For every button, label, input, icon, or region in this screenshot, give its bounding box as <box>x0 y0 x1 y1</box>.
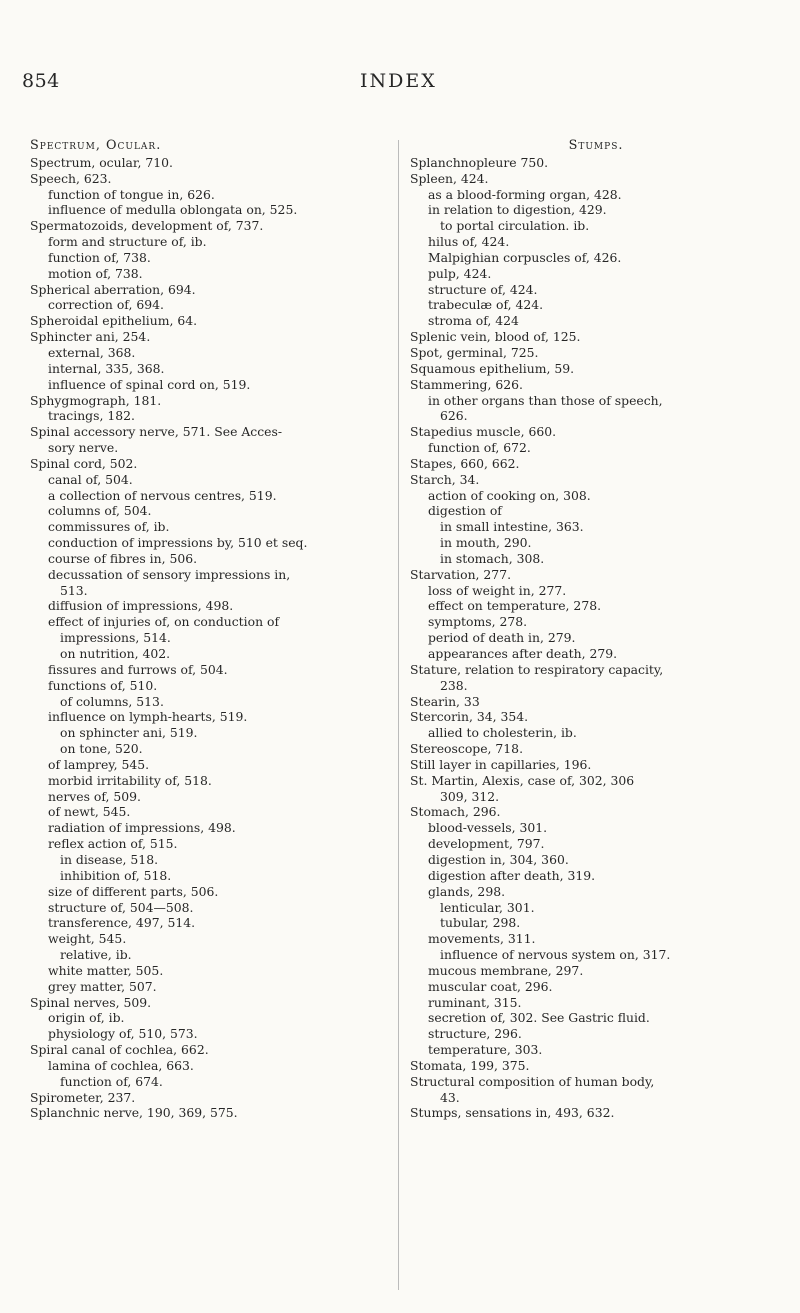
index-entry: a collection of nervous centres, 519. <box>48 487 277 503</box>
index-entry: motion of, 738. <box>48 265 143 281</box>
index-entry: Speech, 623. <box>30 170 112 186</box>
index-entry: in mouth, 290. <box>440 535 532 551</box>
index-entry: function of tongue in, 626. <box>48 186 215 202</box>
index-entry: allied to cholesterin, ib. <box>428 725 577 741</box>
index-entry: temperature, 303. <box>428 1042 543 1058</box>
index-entry: digestion of <box>428 503 502 519</box>
index-entry: on nutrition, 402. <box>60 646 171 661</box>
index-entry: loss of weight in, 277. <box>428 582 567 598</box>
index-entry: morbid irritability of, 518. <box>48 772 212 788</box>
index-entry: impressions, 514. <box>60 630 171 646</box>
index-entry: influence of medulla oblongata on, 525. <box>48 202 298 218</box>
index-entry: Sphygmograph, 181. <box>30 392 162 408</box>
index-entry: 43. <box>440 1089 460 1105</box>
index-entry: influence of nervous system on, 317. <box>440 947 671 963</box>
index-entry: structure of, 424. <box>428 281 538 297</box>
index-entry: Sphincter ani, 254. <box>30 329 151 345</box>
index-entry: muscular coat, 296. <box>428 978 553 994</box>
index-entry: structure of, 504—508. <box>48 899 194 915</box>
index-entry: symptoms, 278. <box>428 614 528 630</box>
index-entry: on tone, 520. <box>60 741 143 757</box>
index-entry: physiology of, 510, 573. <box>48 1026 198 1042</box>
index-entry: period of death in, 279. <box>428 630 576 646</box>
index-entry: 238. <box>440 677 468 693</box>
index-entry: pulp, 424. <box>428 265 492 281</box>
index-entry: St. Martin, Alexis, case of, 302, 306 <box>410 772 635 788</box>
index-entry: Spectrum, ocular, 710. <box>30 154 173 170</box>
index-entry: to portal circulation. ib. <box>440 218 590 234</box>
index-entry: reflex action of, 515. <box>48 836 178 852</box>
index-entry: digestion after death, 319. <box>428 867 596 883</box>
index-entry: in relation to digestion, 429. <box>428 202 607 218</box>
index-entry: Stapedius muscle, 660. <box>410 424 557 440</box>
index-entry: secretion of, 302. See Gastric fluid. <box>428 1010 650 1026</box>
index-entry: development, 797. <box>428 836 545 852</box>
index-entry: Spermatozoids, development of, 737. <box>30 218 264 234</box>
index-entry: lenticular, 301. <box>440 899 535 915</box>
index-entry: Structural composition of human body, <box>410 1073 655 1089</box>
index-entry: Spirometer, 237. <box>30 1089 136 1105</box>
index-entry: commissures of, ib. <box>48 519 170 535</box>
index-entry: Stomach, 296. <box>410 804 501 820</box>
index-entry: lamina of cochlea, 663. <box>48 1057 194 1073</box>
index-entry: external, 368. <box>48 344 136 360</box>
index-entry: in small intestine, 363. <box>440 519 584 535</box>
index-entry: transference, 497, 514. <box>48 915 196 931</box>
index-entry: Spinal cord, 502. <box>30 455 138 471</box>
index-entry: Spinal accessory nerve, 571. See Acces- <box>30 424 283 440</box>
index-entry: on sphincter ani, 519. <box>60 725 198 741</box>
index-entry: Stomata, 199, 375. <box>410 1057 530 1073</box>
left-guide-word: Spectrum, Ocular. <box>30 138 162 153</box>
index-entry: diffusion of impressions, 498. <box>48 598 234 614</box>
index-entry: mucous membrane, 297. <box>428 962 584 978</box>
index-entry: 513. <box>60 582 88 598</box>
index-entry: grey matter, 507. <box>48 978 157 994</box>
index-entry: Starvation, 277. <box>410 566 512 582</box>
index-entry: hilus of, 424. <box>428 234 510 250</box>
page-header <box>0 70 800 100</box>
index-entry: glands, 298. <box>428 883 506 899</box>
left-entry-list <box>30 155 400 1121</box>
index-entry: Stercorin, 34, 354. <box>410 709 529 725</box>
index-entry: size of different parts, 506. <box>48 883 219 899</box>
index-entry: Stapes, 660, 662. <box>410 455 520 471</box>
index-entry: white matter, 505. <box>48 962 164 978</box>
index-entry: form and structure of, ib. <box>48 234 207 250</box>
index-entry: function of, 674. <box>60 1073 163 1089</box>
right-column <box>410 138 782 1121</box>
index-entry: Spiral canal of cochlea, 662. <box>30 1042 209 1058</box>
index-entry: in other organs than those of speech, <box>428 392 663 408</box>
index-entry: course of fibres in, 506. <box>48 550 198 566</box>
index-entry: influence of spinal cord on, 519. <box>48 376 251 392</box>
index-entry: effect on temperature, 278. <box>428 598 602 614</box>
index-entry: tracings, 182. <box>48 408 135 424</box>
running-head: INDEX <box>360 70 437 92</box>
index-entry: fissures and furrows of, 504. <box>48 661 228 677</box>
index-entry: movements, 311. <box>428 931 536 947</box>
index-entry: influence on lymph-hearts, 519. <box>48 709 248 725</box>
index-entry: appearances after death, 279. <box>428 646 618 661</box>
index-entry: nerves of, 509. <box>48 788 141 804</box>
index-entry: trabeculæ of, 424. <box>428 297 544 313</box>
index-entry: origin of, ib. <box>48 1010 125 1026</box>
index-entry: blood-vessels, 301. <box>428 820 548 836</box>
index-entry: Splanchnopleure 750. <box>410 154 549 170</box>
index-entry: structure, 296. <box>428 1026 522 1042</box>
index-entry: Stearin, 33 <box>410 693 480 709</box>
index-entry: Still layer in capillaries, 196. <box>410 756 592 772</box>
index-entry: Starch, 34. <box>410 471 480 487</box>
index-entry: Spot, germinal, 725. <box>410 344 539 360</box>
index-entry: Stature, relation to respiratory capacity, <box>410 661 664 677</box>
index-entry: digestion in, 304, 360. <box>428 851 569 867</box>
index-entry: effect of injuries of, on conduction of <box>48 614 280 630</box>
index-entry: function of, 672. <box>428 440 531 456</box>
index-entry: in stomach, 308. <box>440 550 545 566</box>
index-entry: columns of, 504. <box>48 503 152 519</box>
index-entry: Splanchnic nerve, 190, 369, 575. <box>30 1105 238 1121</box>
index-entry: stroma of, 424 <box>428 313 519 329</box>
index-entry: action of cooking on, 308. <box>428 487 591 503</box>
index-entry: decussation of sensory impressions in, <box>48 566 291 582</box>
index-entry: Stumps, sensations in, 493, 632. <box>410 1105 615 1121</box>
index-entry: functions of, 510. <box>48 677 158 693</box>
index-entry: in disease, 518. <box>60 851 159 867</box>
index-entry: Spherical aberration, 694. <box>30 281 196 297</box>
index-entry: conduction of impressions by, 510 et seq. <box>48 535 308 551</box>
index-entry: canal of, 504. <box>48 471 133 487</box>
index-entry: Spheroidal epithelium, 64. <box>30 313 198 329</box>
index-entry: internal, 335, 368. <box>48 360 165 376</box>
index-entry: ruminant, 315. <box>428 994 522 1010</box>
index-entry: 626. <box>440 408 468 424</box>
index-entry: inhibition of, 518. <box>60 867 172 883</box>
index-entry: Stammering, 626. <box>410 376 523 392</box>
right-entry-list <box>410 155 782 1121</box>
left-column <box>30 138 400 1121</box>
index-entry: Malpighian corpuscles of, 426. <box>428 249 622 265</box>
index-entry: Stereoscope, 718. <box>410 741 524 757</box>
page-number: 854 <box>22 70 60 92</box>
index-entry: of lamprey, 545. <box>48 756 150 772</box>
index-entry: of columns, 513. <box>60 693 164 709</box>
right-guide-word: Stumps. <box>568 138 624 153</box>
index-entry: relative, ib. <box>60 947 132 963</box>
index-entry: as a blood-forming organ, 428. <box>428 186 622 202</box>
index-entry: Spleen, 424. <box>410 170 489 186</box>
index-entry: 309, 312. <box>440 788 500 804</box>
index-entry: of newt, 545. <box>48 804 131 820</box>
index-entry: sory nerve. <box>48 440 119 456</box>
index-entry: radiation of impressions, 498. <box>48 820 236 836</box>
index-entry: weight, 545. <box>48 931 127 947</box>
index-entry: Squamous epithelium, 59. <box>410 360 575 376</box>
index-entry: correction of, 694. <box>48 297 164 313</box>
index-entry: function of, 738. <box>48 249 151 265</box>
index-entry: Spinal nerves, 509. <box>30 994 152 1010</box>
index-entry: tubular, 298. <box>440 915 521 931</box>
index-entry: Splenic vein, blood of, 125. <box>410 329 581 345</box>
